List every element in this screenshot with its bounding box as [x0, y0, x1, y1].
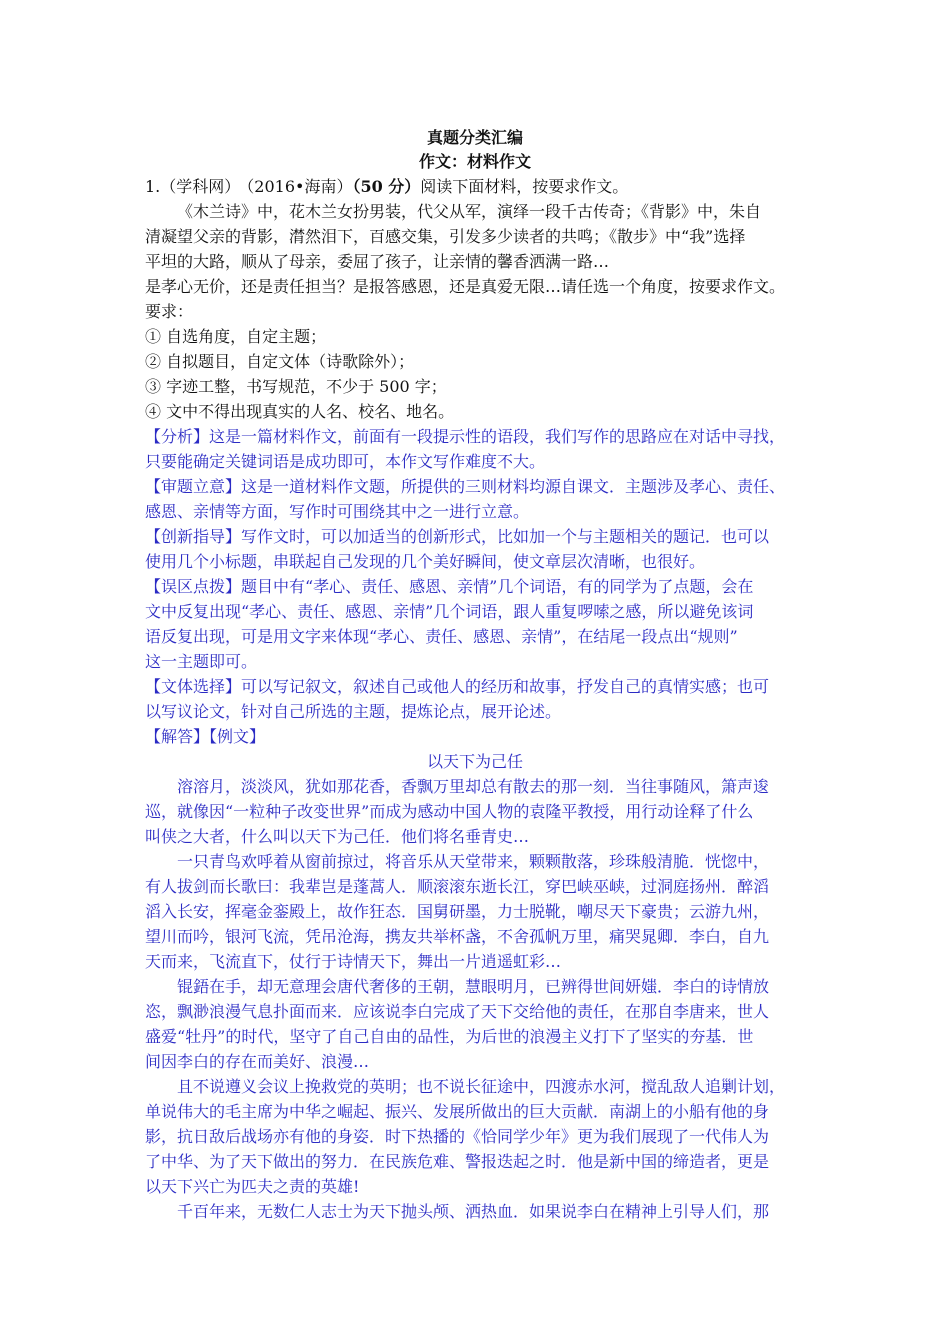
question-number: 1.	[145, 177, 161, 196]
question-source: （学科网）	[160, 177, 241, 196]
essay-line: 一只青鸟欢呼着从窗前掠过，将音乐从天堂带来，颗颗散落，珍珠般清脆．恍惚中，	[177, 852, 770, 871]
analysis-line: 【文体选择】可以写记叙文，叙述自己或他人的经历和故事，抒发自己的真情实感；也可	[145, 677, 770, 696]
essay-line: 巡，就像因“一粒种子改变世界”而成为感动中国人物的袁隆平教授，用行动诠释了什么	[145, 802, 754, 821]
essay-line: 了中华、为了天下做出的努力．在民族危难、警报迭起之时．他是新中国的缔造者，更是	[145, 1152, 770, 1171]
question-header	[145, 176, 628, 198]
analysis-line: 这一主题即可。	[145, 652, 258, 671]
analysis-line: 只要能确定关键词语是成功即可，本作文写作难度不大。	[145, 452, 546, 471]
analysis-line: 使用几个小标题，串联起自己发现的几个美好瞬间，使文章层次清晰，也很好。	[145, 552, 706, 571]
essay-line: 望川而吟，银河飞流，凭吊沧海，携友共举杯盏，不舍孤帆万里，痛哭晁卿．李白，自九	[145, 927, 770, 946]
essay-line: 天而来，飞流直下，仗行于诗情天下，舞出一片逍遥虹彩…	[145, 952, 562, 971]
essay-line: 且不说遵义会议上挽救党的英明；也不说长征途中，四渡赤水河，搅乱敌人追剿计划，	[177, 1077, 786, 1096]
essay-line: 千百年来，无数仁人志士为天下抛头颅、洒热血．如果说李白在精神上引导人们，那	[177, 1202, 770, 1221]
analysis-line: 【误区点拨】题目中有“孝心、责任、感恩、亲情”几个词语，有的同学为了点题，会在	[145, 577, 754, 596]
requirement-item: ② 自拟题目，自定文体（诗歌除外）；	[145, 352, 415, 371]
analysis-line: 感恩、亲情等方面，写作时可围绕其中之一进行立意。	[145, 502, 530, 521]
essay-line: 锟鋙在手，却无意理会唐代奢侈的王朝，慧眼明月，已辨得世间妍媸．李白的诗情放	[177, 977, 770, 996]
essay-line: 恣，飘渺浪漫气息扑面而来．应该说李白完成了天下交给他的责任，在那自李唐来，世人	[145, 1002, 770, 1021]
material-line: 平坦的大路，顺从了母亲，委屈了孩子，让亲情的馨香洒满一路…	[145, 252, 610, 271]
requirements-label: 要求：	[145, 302, 194, 321]
essay-line: 滔入长安，挥毫金銮殿上，故作狂态．国舅研墨，力士脱靴，嘲尽天下豪贵；云游九州，	[145, 902, 770, 921]
material-line: 清凝望父亲的背影，潸然泪下，百感交集，引发多少读者的共鸣；《散步》中“我”选择	[145, 227, 746, 246]
analysis-line: 文中反复出现“孝心、责任、感恩、亲情”几个词语，跟人重复啰嗦之感，所以避免该词	[145, 602, 754, 621]
essay-line: 溶溶月，淡淡风，犹如那花香，香飘万里却总有散去的那一刻．当往事随风，箫声逡	[177, 777, 770, 796]
analysis-line: 【分析】这是一篇材料作文，前面有一段提示性的语段，我们写作的思路应在对话中寻找，	[145, 427, 786, 446]
requirement-item: ④ 文中不得出现真实的人名、校名、地名。	[145, 402, 455, 421]
analysis-line: 语反复出现，可是用文字来体现“孝心、责任、感恩、亲情”，在结尾一段点出“规则”	[145, 627, 738, 646]
question-score: （50 分）	[352, 177, 421, 196]
essay-line: 单说伟大的毛主席为中华之崛起、振兴、发展所做出的巨大贡献．南湖上的小船有他的身	[145, 1102, 770, 1121]
requirement-item: ① 自选角度，自定主题；	[145, 327, 327, 346]
essay-title: 以天下为己任	[426, 752, 523, 771]
analysis-line: 【审题立意】这是一道材料作文题，所提供的三则材料均源自课文．主题涉及孝心、责任、	[145, 477, 786, 496]
requirement-item: ③ 字迹工整，书写规范，不少于 500 字；	[145, 377, 447, 396]
material-line: 是孝心无价，还是责任担当？是报答感恩，还是真爱无限…请任选一个角度，按要求作文。	[145, 277, 786, 296]
answer-label: 【解答】【例文】	[145, 727, 266, 746]
essay-line: 盛爱“牡丹”的时代，坚守了自己自由的品性，为后世的浪漫主义打下了坚实的夯基．世	[145, 1027, 754, 1046]
essay-line: 有人拔剑而长歌曰：我辈岂是蓬蒿人．顺滚滚东逝长江，穿巴峡巫峡，过洞庭扬州．醉滔	[145, 877, 770, 896]
essay-line: 间因李白的存在而美好、浪漫…	[145, 1052, 370, 1071]
question-instruction: 阅读下面材料，按要求作文。	[420, 177, 629, 196]
analysis-line: 以写议论文，针对自己所选的主题，提炼论点，展开论述。	[145, 702, 562, 721]
document-subtitle: 作文：材料作文	[418, 152, 531, 171]
essay-line: 以天下兴亡为匹夫之责的英雄!	[145, 1177, 360, 1196]
document-title: 真题分类汇编	[426, 128, 523, 147]
analysis-line: 【创新指导】写作文时，可以加适当的创新形式，比如加一个与主题相关的题记．也可以	[145, 527, 770, 546]
question-year-region: （2016•海南）	[246, 177, 353, 196]
essay-line: 叫侠之大者，什么叫以天下为己任．他们将名垂青史…	[145, 827, 530, 846]
essay-line: 影，抗日敌后战场亦有他的身姿．时下热播的《恰同学少年》更为我们展现了一代伟人为	[145, 1127, 770, 1146]
material-line: 《木兰诗》中，花木兰女扮男装，代父从军，演绎一段千古传奇；《背影》中，朱自	[177, 202, 762, 221]
